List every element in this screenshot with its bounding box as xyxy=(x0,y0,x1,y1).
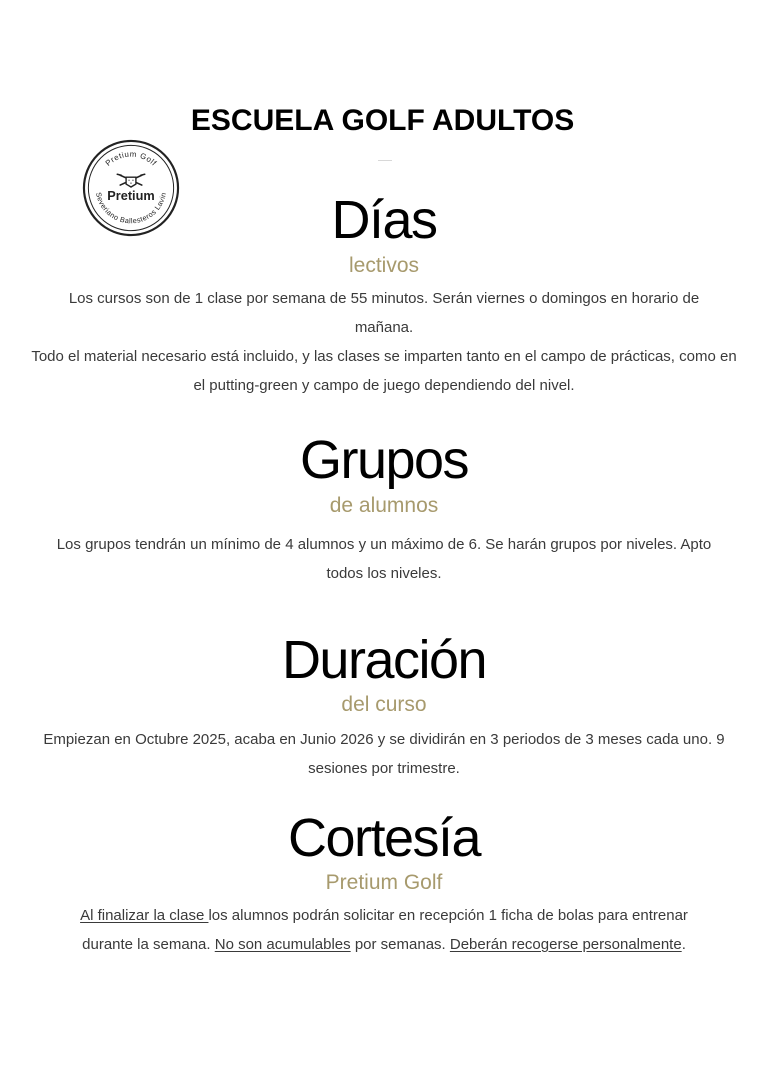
logo-bottom-text: Severiano Ballesteros Lavin xyxy=(94,191,168,226)
logo-top-text: Pretium Golf xyxy=(103,149,159,168)
section-duracion-subheading: del curso xyxy=(341,693,427,716)
section-cortesia-body xyxy=(30,901,738,959)
paragraph-text: por semanas. xyxy=(350,936,450,953)
section-grupos-body xyxy=(30,530,738,588)
underlined-phrase-no-acumulables: No son acumulables xyxy=(214,936,351,953)
section-dias-paragraph: Los cursos son de 1 clase por semana de 55 minutos. Serán viernes o domingos en horario de mañana. xyxy=(68,290,700,336)
paragraph-text: los alumnos podrán solicitar en recepción 1 ficha de bolas para entrenar durante la semana. xyxy=(82,907,688,953)
page-title: ESCUELA GOLF ADULTOS xyxy=(190,104,575,137)
paragraph-text: . xyxy=(681,936,686,953)
section-duracion-body xyxy=(30,725,738,783)
underlined-phrase-finalizar: Al finalizar la clase xyxy=(80,907,209,924)
section-cortesia-heading: Cortesía xyxy=(287,808,481,868)
section-dias-paragraph: Todo el material necesario está incluido, y las clases se imparten tanto en el campo de prácticas, como en el putting-green y campo de juego dependiendo del nivel. xyxy=(31,348,737,394)
section-grupos-subheading: de alumnos xyxy=(329,494,439,517)
title-dash xyxy=(378,160,392,161)
section-grupos-heading: Grupos xyxy=(299,430,469,490)
section-grupos-paragraph: Los grupos tendrán un mínimo de 4 alumnos y un máximo de 6. Se harán grupos por niveles. Apto todos los niveles. xyxy=(56,536,712,582)
section-duracion-heading: Duración xyxy=(281,630,487,690)
underlined-phrase-recogerse: Deberán recogerse personalmente xyxy=(449,936,682,953)
section-duracion-paragraph: Empiezan en Octubre 2025, acaba en Junio 2026 y se dividirán en 3 periodos de 3 meses cada uno. 9 sesiones por trimestre. xyxy=(43,731,725,777)
section-dias-subheading: lectivos xyxy=(348,254,420,277)
logo-center-text: Pretium xyxy=(107,187,155,203)
section-cortesia-paragraph xyxy=(30,901,738,959)
section-cortesia-subheading: Pretium Golf xyxy=(325,871,443,894)
section-dias-heading: Días xyxy=(331,190,437,250)
section-dias-body xyxy=(30,284,738,400)
